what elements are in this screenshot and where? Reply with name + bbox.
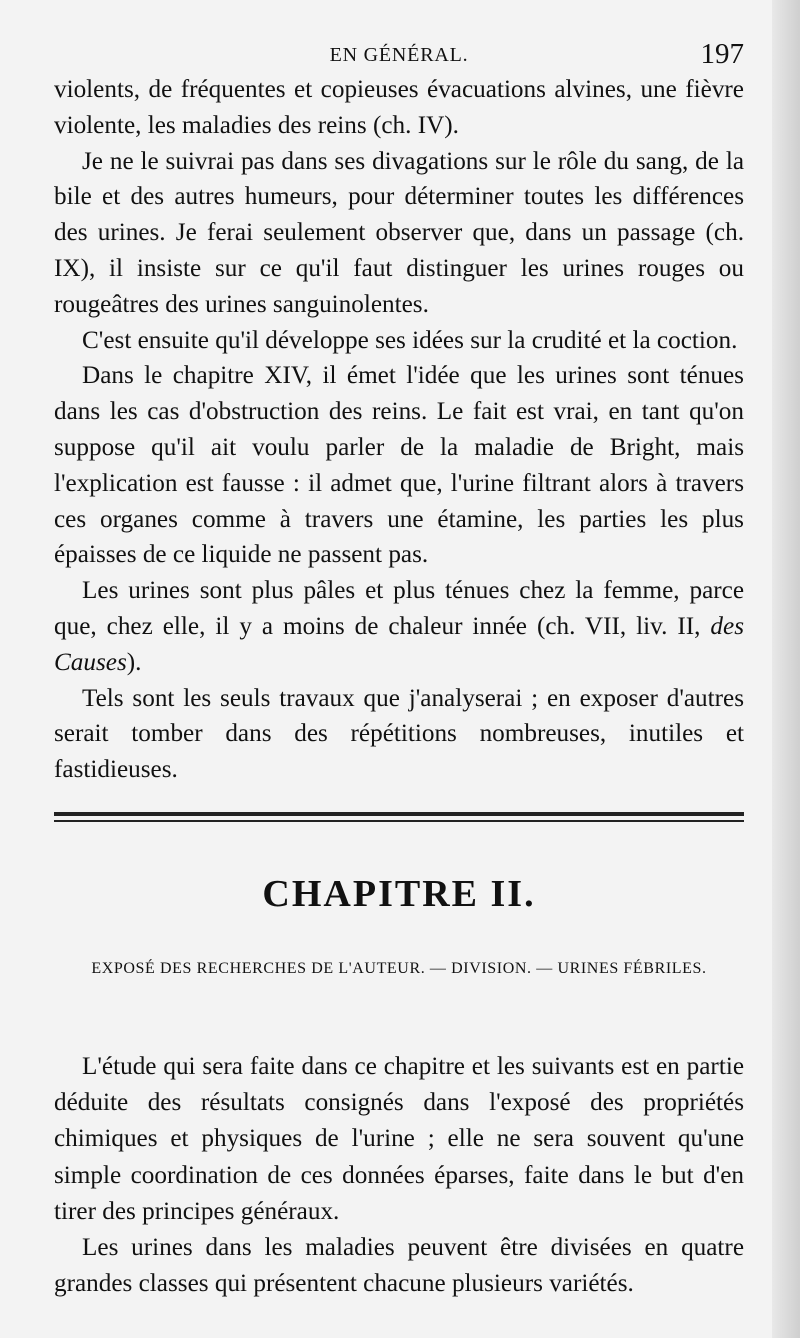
- paragraph-crudite: C'est ensuite qu'il développe ses idées sur la crudité et la coction.: [82, 326, 738, 354]
- chapter-body-text: [54, 1049, 744, 1302]
- page-edge-shadow: [772, 0, 800, 1338]
- paragraph-femme-tail: ).: [126, 648, 142, 676]
- paragraph-conclusion: Tels sont les seuls travaux que j'analyserai ; en exposer d'autres serait tomber dans des répétitions nombreuses, inutiles et fastidieuses.: [54, 684, 744, 784]
- chapter-summary: EXPOSÉ DES RECHERCHES DE L'AUTEUR. — DIVISION. — URINES FÉBRILES.: [91, 960, 707, 977]
- paragraph-classes: Les urines dans les maladies peuvent être divisées en quatre grandes classes qui présentent chacune plusieurs variétés.: [54, 1234, 744, 1298]
- divider-thick-line: [54, 812, 744, 816]
- body-text: [54, 72, 744, 788]
- paragraph-continuation: violents, de fréquentes et copieuses évacuations alvines, une fièvre violente, les maladies des reins (ch. IV).: [54, 76, 744, 139]
- chapter-title: CHAPITRE II.: [262, 873, 536, 915]
- paragraph-chapitre-xiv: Dans le chapitre XIV, il émet l'idée que les urines sont ténues dans les cas d'obstruction des reins. Le fait est vrai, en tant qu'on suppose qu'il ait voulu parler de la maladie de Bright, mais l'explication est fausse : il admet que, l'urine filtrant alors à travers ces organes comme à travers une étamine, les parties les plus épaisses de ce liquide ne passent pas.: [54, 362, 744, 569]
- paragraph-femme-italic: des Causes: [54, 612, 744, 676]
- page-header: [54, 36, 744, 76]
- paragraph-divagations: Je ne le suivrai pas dans ses divagations sur le rôle du sang, de la bile et des autres humeurs, pour déterminer toutes les différences des urines. Je ferai seulement observer que, dans un passage (ch. IX), il insiste sur ce qu'il faut distinguer les urines rouges ou rougeâtres des urines sanguinolentes.: [54, 147, 744, 318]
- paragraph-femme: [54, 573, 744, 680]
- page-number: 197: [700, 38, 744, 70]
- paragraph-femme-text: Les urines sont plus pâles et plus ténues chez la femme, parce que, chez elle, il y a moins de chaleur innée (ch. VII, liv. II,: [54, 577, 744, 640]
- paragraph-etude: L'étude qui sera faite dans ce chapitre et les suivants est en partie déduite des résultats consignés dans l'exposé des propriétés chimiques et physiques de l'urine ; elle ne sera souvent qu'une simple coordination de ces données éparses, faite dans le but d'en tirer des principes généraux.: [54, 1053, 744, 1225]
- divider-thin-line: [54, 820, 744, 822]
- section-divider: [54, 812, 744, 824]
- running-head: EN GÉNÉRAL.: [329, 44, 469, 66]
